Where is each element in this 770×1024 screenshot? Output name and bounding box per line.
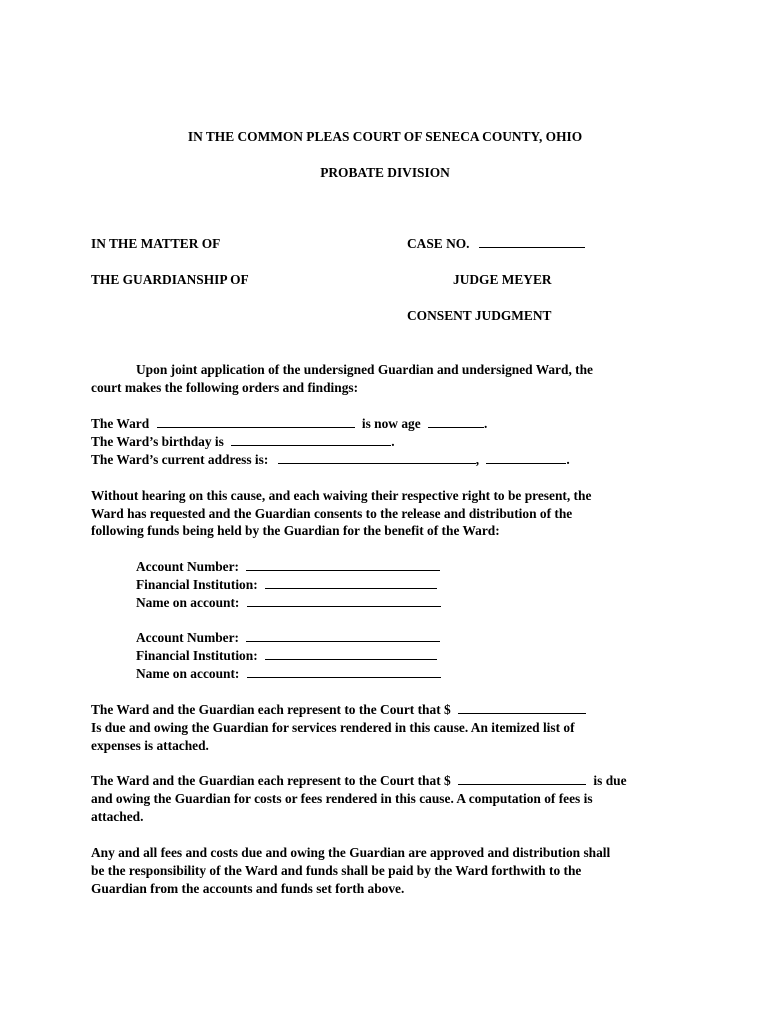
account-2-number-row <box>136 629 440 647</box>
financial-institution-label: Financial Institution: <box>136 577 258 592</box>
financial-institution-label: Financial Institution: <box>136 648 258 663</box>
account-1-institution-row <box>136 576 437 594</box>
intro-line-2: court makes the following orders and findings: <box>91 380 359 395</box>
ward-address-label: The Ward’s current address is: <box>91 452 269 467</box>
ward-address-blank[interactable] <box>278 451 476 464</box>
account-1-name-row <box>136 594 441 612</box>
ward-name-label: The Ward <box>91 416 150 431</box>
costs-line-2: and owing the Guardian for costs or fees rendered in this cause. A computation of fees is <box>91 791 593 806</box>
name-on-account-blank[interactable] <box>247 665 441 678</box>
costs-line-1 <box>91 772 627 790</box>
services-amount-label: The Ward and the Guardian each represent to the Court that $ <box>91 702 451 717</box>
approval-line-2: be the responsibility of the Ward and funds shall be paid by the Ward forthwith to the <box>91 863 582 878</box>
ward-birthday-row <box>91 433 395 451</box>
ward-address-row <box>91 451 570 469</box>
ward-address-city-blank[interactable] <box>486 451 566 464</box>
financial-institution-blank[interactable] <box>265 647 437 660</box>
account-number-label: Account Number: <box>136 559 240 574</box>
ward-age-period: . <box>484 416 488 431</box>
ward-birthday-period: . <box>391 434 395 449</box>
ward-address-period: . <box>566 452 570 467</box>
waiver-line-2: Ward has requested and the Guardian consents to the release and distribution of the <box>91 506 573 521</box>
costs-amount-label: The Ward and the Guardian each represent to the Court that $ <box>91 773 451 788</box>
intro-line-1: Upon joint application of the undersigned Guardian and undersigned Ward, the <box>136 362 593 377</box>
services-line-3: expenses is attached. <box>91 738 209 753</box>
ward-name-row <box>91 415 487 433</box>
waiver-line-3: following funds being held by the Guardian for the benefit of the Ward: <box>91 523 500 538</box>
case-number <box>407 235 585 253</box>
guardianship-label: THE GUARDIANSHIP OF <box>91 272 249 287</box>
account-1-number-row <box>136 558 440 576</box>
account-2-institution-row <box>136 647 437 665</box>
document-title: CONSENT JUDGMENT <box>407 308 552 323</box>
case-number-label: CASE NO. <box>407 236 470 251</box>
costs-amount-blank[interactable] <box>458 772 586 785</box>
costs-is-due: is due <box>593 773 627 788</box>
name-on-account-label: Name on account: <box>136 595 240 610</box>
name-on-account-label: Name on account: <box>136 666 240 681</box>
approval-line-3: Guardian from the accounts and funds set forth above. <box>91 881 405 896</box>
matter-label: IN THE MATTER OF <box>91 236 221 251</box>
court-heading: IN THE COMMON PLEAS COURT OF SENECA COUNTY, OHIO <box>187 129 583 144</box>
account-number-blank[interactable] <box>246 558 440 571</box>
services-amount-blank[interactable] <box>458 701 586 714</box>
ward-age-label: is now age <box>361 416 421 431</box>
waiver-line-1: Without hearing on this cause, and each waiving their respective right to be present, the <box>91 488 592 503</box>
ward-name-blank[interactable] <box>157 415 355 428</box>
division-heading: PROBATE DIVISION <box>320 165 450 180</box>
account-2-name-row <box>136 665 441 683</box>
ward-birthday-blank[interactable] <box>231 433 391 446</box>
case-number-blank[interactable] <box>479 235 585 248</box>
services-line-1 <box>91 701 586 719</box>
account-number-label: Account Number: <box>136 630 240 645</box>
ward-address-comma: , <box>475 452 480 467</box>
costs-line-3: attached. <box>91 809 144 824</box>
account-number-blank[interactable] <box>246 629 440 642</box>
approval-line-1: Any and all fees and costs due and owing the Guardian are approved and distribution shall <box>91 845 611 860</box>
ward-age-blank[interactable] <box>428 415 484 428</box>
financial-institution-blank[interactable] <box>265 576 437 589</box>
services-line-2: Is due and owing the Guardian for services rendered in this cause. An itemized list of <box>91 720 575 735</box>
name-on-account-blank[interactable] <box>247 594 441 607</box>
judge-label: JUDGE MEYER <box>453 272 552 287</box>
ward-birthday-label: The Ward’s birthday is <box>91 434 224 449</box>
